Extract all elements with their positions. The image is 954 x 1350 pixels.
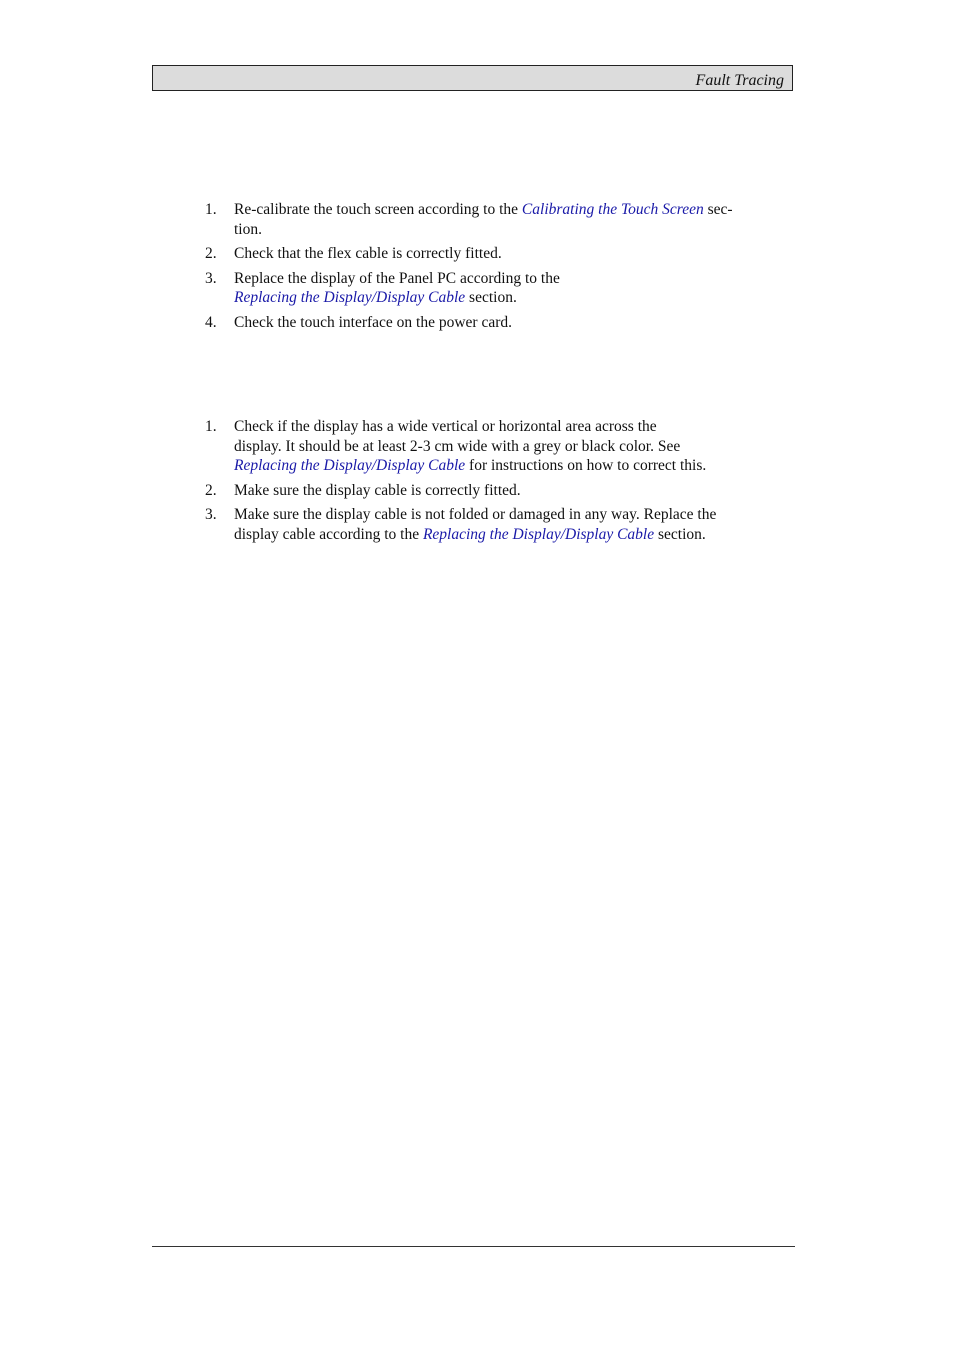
step-text-after: section. — [654, 525, 706, 543]
list-item — [205, 269, 765, 308]
display-steps — [205, 417, 765, 545]
replacing-display-link[interactable]: Replacing the Display/Display Cable — [234, 457, 466, 475]
step-number: 1. — [205, 418, 217, 435]
step-text-after: for instructions on how to correct this. — [465, 457, 707, 475]
replacing-display-link[interactable]: Replacing the Display/Display Cable — [234, 289, 466, 307]
list-item — [205, 313, 765, 333]
step-number: 4. — [205, 313, 217, 331]
step-text: Re-calibrate the touch screen according to the — [234, 201, 522, 218]
step-text: Replace the display of the Panel PC according to the — [234, 269, 560, 287]
list-item — [205, 244, 765, 264]
touch-screen-steps — [205, 200, 765, 333]
step-number: 2. — [205, 245, 217, 263]
step-text-after: section. — [465, 289, 517, 307]
step-text: Make sure the display cable is correctly fitted. — [234, 481, 521, 499]
step-text: Make sure the display cable is not folded or damaged in any way. Replace the display cable according to the — [234, 506, 717, 543]
page-header — [152, 65, 793, 91]
step-text: Check the touch interface on the power card. — [234, 313, 513, 331]
list-item — [205, 200, 765, 239]
step-text: Check if the display has a wide vertical or horizontal area across the display. It should be at least 2-3 cm wide with a grey or black color. See — [234, 418, 681, 455]
step-number: 2. — [205, 481, 217, 499]
step-text-after: sec- tion. — [234, 201, 733, 238]
calibrating-touch-screen-link[interactable]: Calibrating the Touch Screen — [521, 201, 704, 218]
step-number: 3. — [205, 506, 217, 524]
step-number: 1. — [205, 201, 217, 218]
header-title: Fault Tracing — [695, 72, 784, 89]
list-item — [205, 481, 765, 501]
step-text: Check that the flex cable is correctly fitted. — [234, 245, 502, 263]
list-item — [205, 505, 765, 544]
replacing-display-link[interactable]: Replacing the Display/Display Cable — [422, 525, 655, 543]
list-item — [205, 417, 765, 476]
footer-rule — [152, 1246, 795, 1247]
step-number: 3. — [205, 269, 217, 287]
